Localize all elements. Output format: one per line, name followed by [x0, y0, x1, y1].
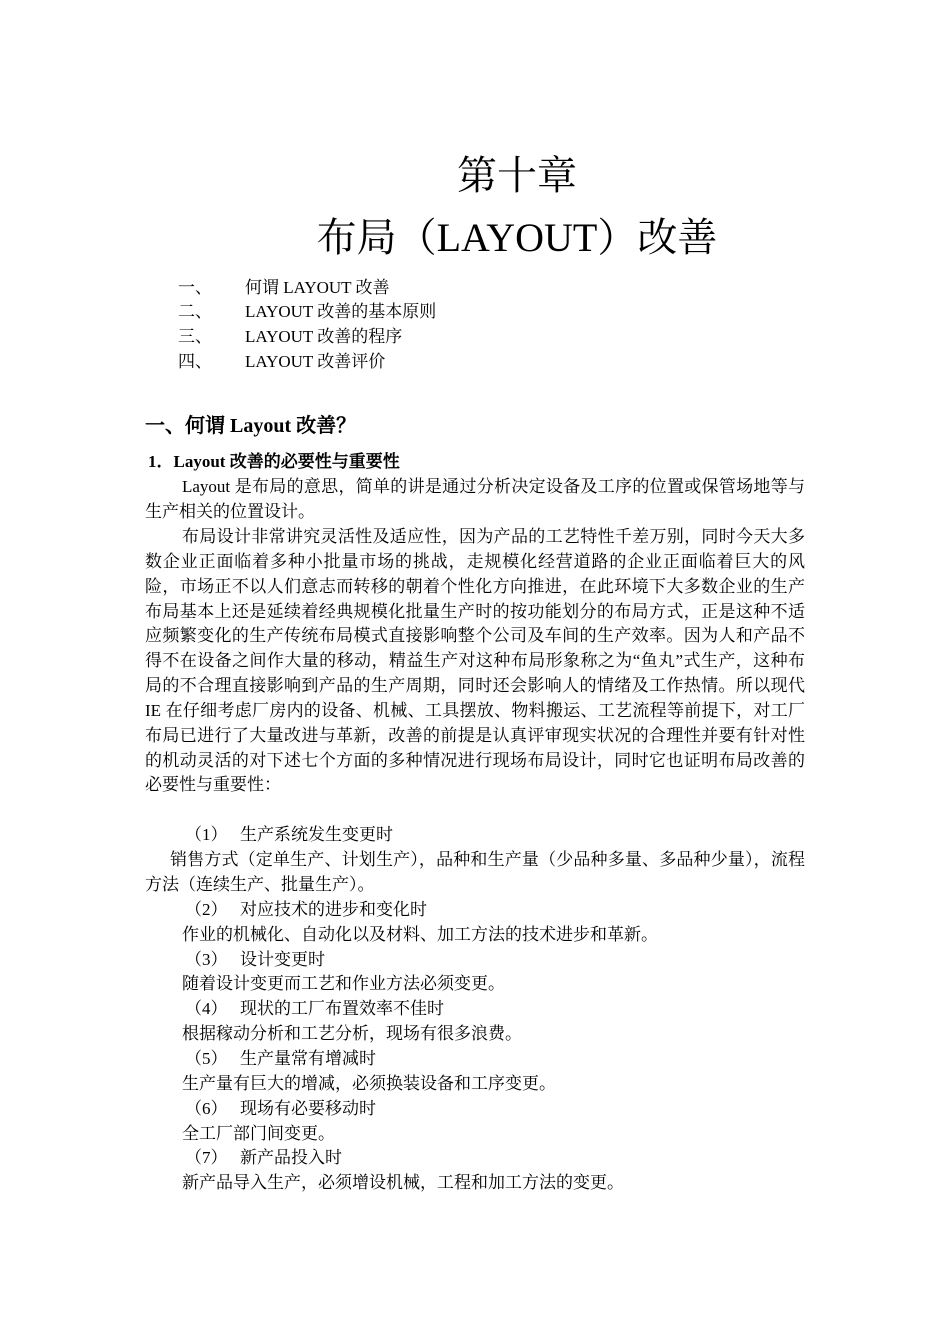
section-heading: 一、何谓 Layout 改善？ [145, 415, 357, 437]
item-title: 生产系统发生变更时 [240, 825, 393, 844]
toc-item-text: LAYOUT 改善的基本原则 [245, 302, 437, 321]
item-description: 生产量有巨大的增减，必须换装设备和工序变更。 [182, 1074, 556, 1093]
item-number: （1） [185, 825, 228, 844]
paragraph: 布局设计非常讲究灵活性及适应性，因为产品的工艺特性千差万别，同时今天大多数企业正面临着多种小批量市场的挑战，走规模化经营道路的企业正面临着巨大的风险，市场正不以人们意志而转移的朝着个性化方向推进，在此环境下大多数企业的生产布局基本上还是延续着经典规模化批量生产时的按功能划分的布局方式，正是这种不适应频繁变化的生产传统布局模式直接影响整个公司及车间的生产效率。因为人和产品不得不在设备之间作大量的移动，精益生产对这种布局形象称之为“鱼丸”式生产，这种布局的不合理直接影响到产品的生产周期，同时还会影响人的情绪及工作热情。所以现代 IE 在仔细考虑厂房内的设备、机械、工具摆放、物料搬运、工艺流程等前提下，对工厂布局已进行了大量改进与革新，改善的前提是认真评审现实状况的合理性并要有针对性的机动灵活的对下述七个方面的多种情况进行现场布局设计，同时它也证明布局改善的必要性与重要性： [145, 527, 805, 795]
item-description: 销售方式（定单生产、计划生产），品种和生产量（少品种多量、多品种少量），流程方法（连续生产、批量生产）。 [145, 850, 805, 894]
toc-number: 三、 [178, 327, 212, 346]
item-title: 设计变更时 [240, 950, 325, 969]
item-number: （4） [185, 999, 228, 1018]
item-title: 新产品投入时 [240, 1148, 342, 1167]
item-title: 现场有必要移动时 [240, 1099, 376, 1118]
item-number: （6） [185, 1099, 228, 1118]
item-number: （7） [185, 1148, 228, 1167]
toc-number: 四、 [178, 352, 212, 371]
item-title: 生产量常有增减时 [240, 1049, 376, 1068]
chapter-title: 布局（LAYOUT）改善 [316, 215, 718, 260]
toc-number: 二、 [178, 302, 212, 321]
item-number: （3） [185, 950, 228, 969]
item-title: 对应技术的进步和变化时 [240, 900, 427, 919]
item-number: （2） [185, 900, 228, 919]
toc-number: 一、 [178, 278, 212, 297]
sub-heading: 1．Layout 改善的必要性与重要性 [148, 452, 400, 471]
item-number: （5） [185, 1049, 228, 1068]
toc-item-text: LAYOUT 改善评价 [245, 352, 386, 371]
item-description: 作业的机械化、自动化以及材料、加工方法的技术进步和革新。 [182, 925, 658, 944]
item-description: 新产品导入生产，必须增设机械，工程和加工方法的变更。 [182, 1173, 624, 1192]
item-description: 根据稼动分析和工艺分析，现场有很多浪费。 [182, 1024, 522, 1043]
item-description: 全工厂部门间变更。 [182, 1124, 335, 1143]
item-description: 随着设计变更而工艺和作业方法必须变更。 [182, 974, 505, 993]
toc-item-text: LAYOUT 改善的程序 [245, 327, 403, 346]
paragraph: Layout 是布局的意思，简单的讲是通过分析决定设备及工序的位置或保管场地等与生产相关的位置设计。 [145, 477, 805, 521]
item-title: 现状的工厂布置效率不佳时 [240, 999, 444, 1018]
toc-item-text: 何谓 LAYOUT 改善 [245, 278, 390, 297]
chapter-number: 第十章 [457, 153, 577, 198]
